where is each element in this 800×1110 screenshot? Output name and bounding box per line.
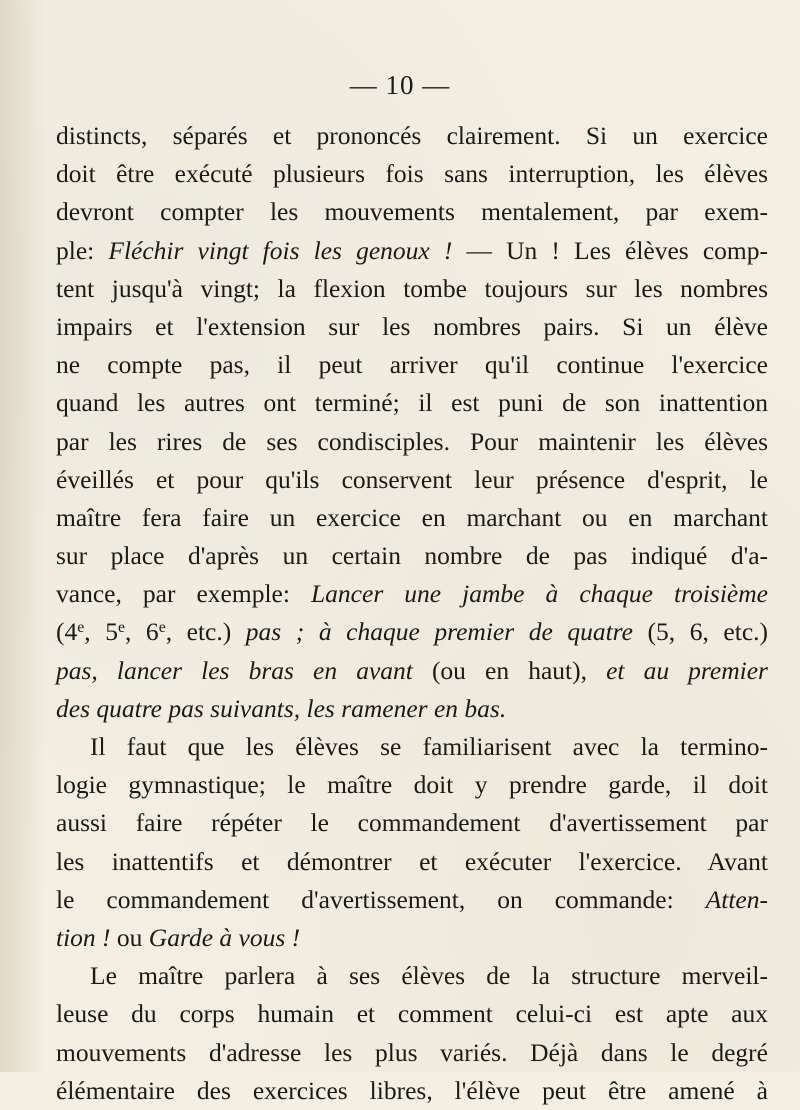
text-line: [56, 423, 768, 461]
text-segment: quand les autres ont terminé; il est puni de son inattention: [56, 388, 768, 418]
text-segment: ne compte pas, il peut arriver qu'il continue l'exercice: [56, 350, 768, 380]
text-line: [56, 270, 768, 308]
text-segment: par les rires de ses condisciples. Pour maintenir les élèves: [56, 426, 768, 456]
text-line: [56, 1034, 768, 1072]
italic-text: pas ; à chaque premier de quatre: [245, 617, 633, 647]
text-line: [56, 308, 768, 346]
text-segment: devront compter les mouvements mentalement, par exem-: [56, 197, 768, 227]
text-line: [56, 537, 768, 575]
text-segment: impairs et l'extension sur les nombres pairs. Si un élève: [56, 311, 768, 341]
text-line: [56, 346, 768, 384]
text-line: [56, 193, 768, 231]
text-segment: le commandement d'avertissement, on commande:: [56, 884, 706, 914]
text-line: [56, 117, 768, 155]
text-line: [56, 881, 768, 919]
text-segment: (4: [56, 617, 78, 647]
text-segment: doit être exécuté plusieurs fois sans interruption, les élèves: [56, 159, 768, 189]
italic-text: Atten-: [705, 884, 768, 914]
text-line: [56, 919, 768, 957]
text-segment: — Un ! Les élèves comp-: [452, 235, 768, 265]
italic-text: et au premier: [606, 655, 768, 685]
text-line: [56, 1072, 768, 1110]
text-segment: Il faut que les élèves se familiarisent avec la termino-: [90, 732, 768, 761]
text-segment: , 5: [84, 617, 118, 647]
text-line: [56, 384, 768, 422]
text-segment: logie gymnastique; le maître doit y prendre garde, il doit: [56, 770, 768, 800]
text-segment: vance, par exemple:: [56, 579, 311, 609]
text-line: [56, 843, 768, 881]
text-segment: (ou en haut),: [412, 655, 607, 685]
text-segment: aussi faire répéter le commandement d'avertissement par: [56, 808, 768, 838]
italic-text: Fléchir vingt fois les genoux !: [108, 235, 453, 265]
italic-text: des quatre pas suivants, les ramener en bas.: [56, 693, 507, 723]
text-line: [56, 766, 768, 804]
text-segment: les inattentifs et démontrer et exécuter l'exercice. Avant: [56, 846, 768, 876]
text-segment: distincts, séparés et prononcés clairement. Si un exercice: [56, 121, 768, 150]
text-segment: Le maître parlera à ses élèves de la structure merveil-: [90, 961, 768, 991]
text-line: [56, 728, 768, 766]
page-gutter-shadow: [0, 0, 46, 1072]
text-line: [56, 232, 768, 270]
text-segment: mouvements d'adresse les plus variés. Déjà dans le degré: [56, 1037, 768, 1067]
superscript: e: [77, 619, 85, 637]
text-line: [56, 804, 768, 842]
body-text: [56, 117, 768, 1110]
text-segment: sur place d'après un certain nombre de pas indiqué d'a-: [56, 541, 768, 571]
page-number: — 10 —: [349, 70, 451, 100]
text-segment: leuse du corps humain et comment celui-ci est apte aux: [56, 999, 768, 1029]
text-segment: ple:: [56, 235, 109, 265]
text-segment: ou: [110, 922, 149, 952]
text-line: [56, 613, 768, 651]
text-line: [56, 995, 768, 1033]
superscript: e: [158, 619, 166, 637]
text-segment: maître fera faire un exercice en marchant ou en marchant: [56, 502, 768, 532]
italic-text: Garde à vous !: [148, 922, 301, 952]
italic-text: tion !: [56, 922, 111, 952]
text-line: [56, 652, 768, 690]
italic-text: pas, lancer les bras en avant: [56, 655, 413, 685]
text-line: [56, 499, 768, 537]
text-line: [56, 957, 768, 995]
text-segment: éveillés et pour qu'ils conservent leur présence d'esprit, le: [56, 464, 768, 494]
text-line: [56, 575, 768, 613]
text-line: [56, 690, 768, 728]
text-line: [56, 155, 768, 193]
text-segment: élémentaire des exercices libres, l'élève peut être amené à: [56, 1075, 768, 1105]
text-segment: , etc.): [165, 617, 246, 647]
text-line: [56, 461, 768, 499]
text-segment: tent jusqu'à vingt; la flexion tombe toujours sur les nombres: [56, 273, 768, 303]
italic-text: Lancer une jambe à chaque troisième: [311, 579, 768, 609]
text-segment: (5, 6, etc.): [632, 617, 769, 647]
text-segment: , 6: [124, 617, 159, 647]
superscript: e: [117, 619, 125, 637]
